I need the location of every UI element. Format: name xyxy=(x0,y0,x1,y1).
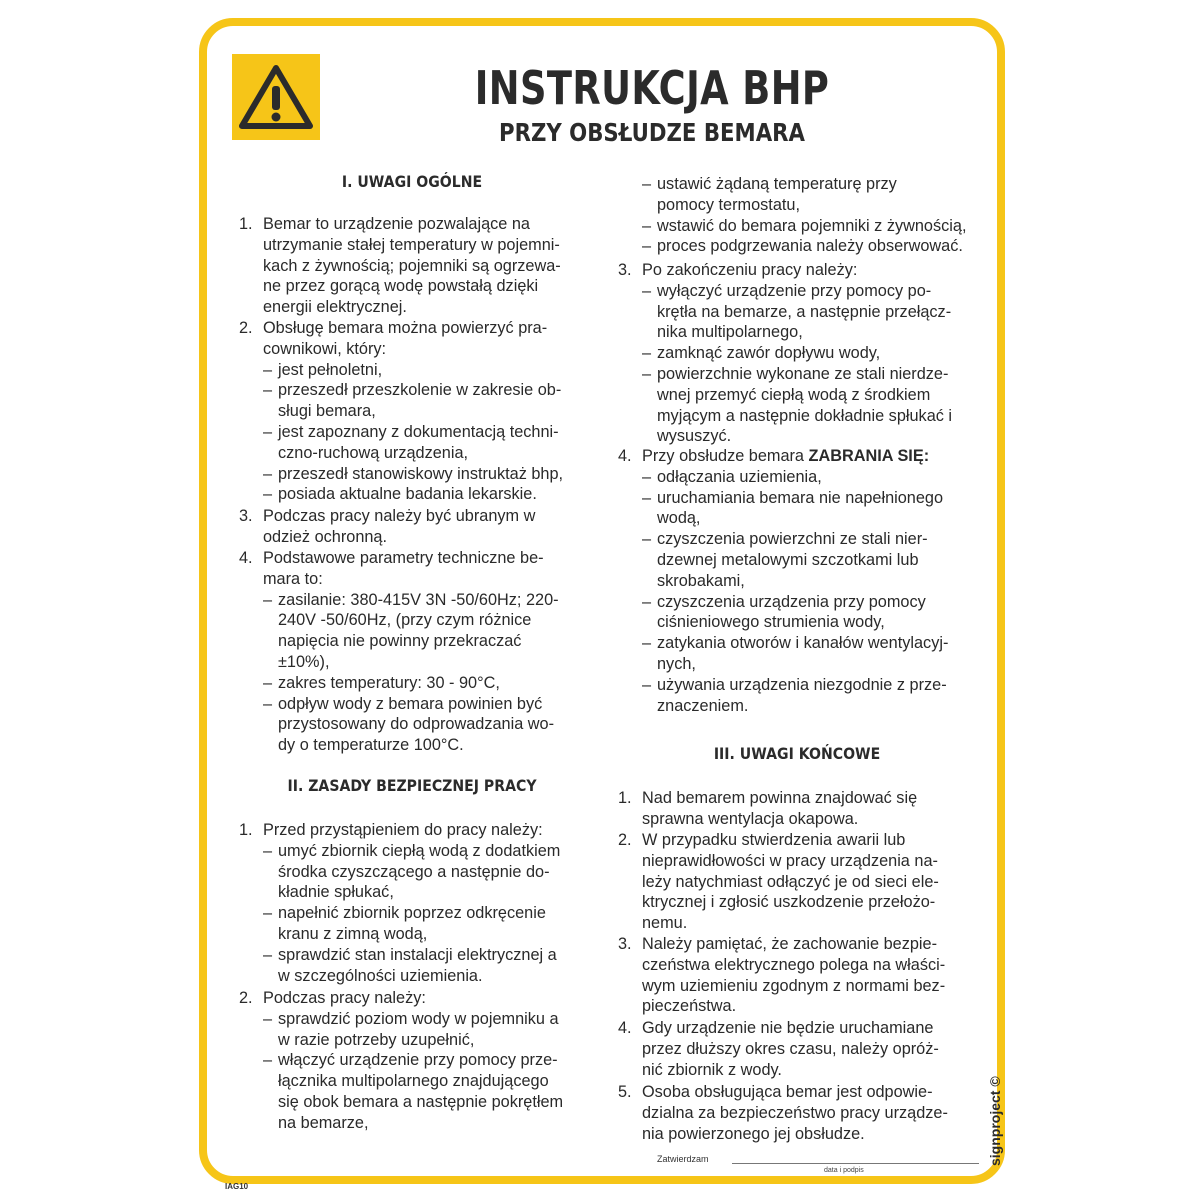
item-text xyxy=(612,1018,982,1080)
sub-item xyxy=(612,236,982,257)
text-line: czeństwa elektrycznego polega na właści- xyxy=(642,955,946,974)
dash-bullet: – xyxy=(642,175,652,193)
sub-item xyxy=(612,467,982,488)
list-item xyxy=(233,506,591,548)
dash-bullet: – xyxy=(642,237,652,256)
item-number: 5. xyxy=(618,1083,632,1101)
text-line: nia powierzonego jej obsłudze. xyxy=(642,1124,865,1143)
text-line: ktrycznej i zgłosić uszkodzenie przełożo- xyxy=(642,893,936,912)
item-text xyxy=(612,934,982,1017)
text-line: przystosowany do odprowadzania wo- xyxy=(278,715,555,734)
item-number: 3. xyxy=(239,507,253,525)
text-line: dy o temperaturze 100°C. xyxy=(278,736,464,755)
item-text xyxy=(233,214,591,318)
text-line: Należy pamiętać, że zachowanie bezpie- xyxy=(642,935,938,953)
text-line: przeszedł przeszkolenie w zakresie ob- xyxy=(278,381,562,400)
text-line: dzialna za bezpieczeństwo pracy urządze- xyxy=(642,1103,948,1122)
text-line: sługi bemara, xyxy=(278,402,376,421)
dash-bullet: – xyxy=(263,464,273,483)
dash-bullet: – xyxy=(642,675,652,694)
item-text xyxy=(233,988,591,1009)
text-line: sprawna wentylacja okapowa. xyxy=(642,809,859,828)
text-line: sprawdzić stan instalacji elektrycznej a xyxy=(278,945,557,964)
sub-item xyxy=(233,673,591,694)
page-title: INSTRUKCJA BHP xyxy=(474,61,830,115)
text-line: nika multipolarnego, xyxy=(657,323,803,342)
item-number: 4. xyxy=(618,447,632,465)
item-text xyxy=(233,820,591,841)
text-line: kach z żywnością; pojemniki są ogrzewa- xyxy=(263,256,561,275)
text-line: zakres temperatury: 30 - 90°C, xyxy=(278,673,500,692)
text-line: napięcia nie powinny przekraczać xyxy=(278,632,522,651)
sub-item xyxy=(612,174,982,216)
list-item xyxy=(233,318,591,505)
text-line: wysuszyć. xyxy=(657,427,732,446)
list-item xyxy=(612,1082,982,1144)
sub-item xyxy=(233,380,591,422)
sub-item xyxy=(612,281,982,343)
sub-item xyxy=(233,694,591,756)
sub-item xyxy=(233,360,591,381)
item-number: 2. xyxy=(618,831,632,849)
text-line: nieprawidłowości w pracy urządzenia na- xyxy=(642,851,938,870)
text-line: krętła na bemarze, a następnie przełącz- xyxy=(657,302,952,321)
item-number: 1. xyxy=(239,821,253,839)
product-code: IAG10 xyxy=(225,1182,249,1191)
text-line: wstawić do bemara pojemniki z żywnością, xyxy=(657,216,967,235)
list-item xyxy=(612,830,982,934)
text-line: odzież ochronną. xyxy=(263,527,388,546)
text-line: jest pełnoletni, xyxy=(278,360,383,379)
text-line: zasilanie: 380-415V 3N -50/60Hz; 220- xyxy=(278,590,559,609)
sub-item xyxy=(233,484,591,505)
sub-item xyxy=(233,841,591,903)
text-line: wodą, xyxy=(657,509,701,528)
item-text xyxy=(612,260,982,281)
text-line: łącznika multipolarnego znajdującego xyxy=(278,1072,549,1091)
dash-bullet: – xyxy=(263,381,273,400)
dash-bullet: – xyxy=(263,1051,273,1070)
item-lead-text: Przy obsłudze bemara xyxy=(642,447,809,465)
text-line: przeszedł stanowiskowy instruktaż bhp, xyxy=(278,464,564,483)
text-line: mara to: xyxy=(263,569,323,588)
list-item-lead xyxy=(612,446,982,467)
text-line: ne przez gorącą wodę powstałą dzięki xyxy=(263,277,539,296)
text-line: Osoba obsługująca bemar jest odpowie- xyxy=(642,1083,933,1101)
text-line: w razie potrzeby uzupełnić, xyxy=(278,1030,475,1049)
text-line: środka czyszczącego a następnie do- xyxy=(278,862,550,881)
text-line: wyłączyć urządzenie przy pomocy po- xyxy=(657,281,932,300)
item-text xyxy=(612,1082,982,1144)
instruction-sign xyxy=(199,18,1005,1184)
list-item xyxy=(233,988,591,1134)
text-line: leży natychmiast odłączyć je od sieci ele- xyxy=(642,872,939,891)
text-line: dzewnej metalowymi szczotkami lub xyxy=(657,550,919,569)
text-line: czyszczenia urządzenia przy pomocy xyxy=(657,592,926,611)
sub-item xyxy=(612,633,982,675)
dash-bullet: – xyxy=(263,1009,273,1028)
item-number: 2. xyxy=(239,989,253,1007)
dash-bullet: – xyxy=(642,467,652,486)
text-line: energii elektrycznej. xyxy=(263,298,407,317)
text-line: umyć zbiornik ciepłą wodą z dodatkiem xyxy=(278,841,561,860)
sub-item xyxy=(612,488,982,530)
sub-item xyxy=(233,945,591,987)
dash-bullet: – xyxy=(642,281,652,300)
text-line: 240V -50/60Hz, (przy czym różnice xyxy=(278,611,532,630)
sub-item xyxy=(233,422,591,464)
text-line: w szczególności uziemienia. xyxy=(278,966,483,985)
text-line: Gdy urządzenie nie będzie uruchamiane xyxy=(642,1019,934,1037)
list-item xyxy=(612,788,982,830)
warning-triangle-icon xyxy=(232,54,320,140)
text-line: ciśnieniowego strumienia wody, xyxy=(657,613,885,632)
section-heading: III. UWAGI KOŃCOWE xyxy=(713,744,881,763)
item-number: 1. xyxy=(618,789,632,807)
text-line: Po zakończeniu pracy należy: xyxy=(642,261,858,279)
item-number: 4. xyxy=(618,1019,632,1037)
text-line: ustawić żądaną temperaturę przy xyxy=(657,175,897,193)
list-item xyxy=(233,214,591,318)
dash-bullet: – xyxy=(263,360,273,379)
text-line: utrzymanie stałej temperatury w pojemni- xyxy=(263,235,560,254)
dash-bullet: – xyxy=(642,344,652,363)
item-number: 1. xyxy=(239,215,253,233)
list-item xyxy=(612,446,982,716)
text-line: na bemarze, xyxy=(278,1113,369,1132)
list-item xyxy=(612,1018,982,1080)
item-text xyxy=(612,830,982,934)
text-line: Podczas pracy należy: xyxy=(263,989,426,1007)
text-line: nych, xyxy=(657,654,696,673)
item-text xyxy=(233,506,591,548)
dash-bullet: – xyxy=(263,841,273,860)
text-line: Podstawowe parametry techniczne be- xyxy=(263,549,544,567)
sub-item xyxy=(233,590,591,673)
sub-item xyxy=(612,343,982,364)
item-text xyxy=(612,788,982,830)
sub-item xyxy=(233,464,591,485)
dash-bullet: – xyxy=(642,592,652,611)
section-heading: I. UWAGI OGÓLNE xyxy=(341,172,483,191)
text-line: włączyć urządzenie przy pomocy prze- xyxy=(278,1051,558,1070)
brand-mark: signproject © xyxy=(987,1076,1003,1166)
text-line: nić zbiornik z wody. xyxy=(642,1060,782,1079)
sub-list xyxy=(612,467,982,717)
dash-bullet: – xyxy=(263,904,273,923)
text-line: odpływ wody z bemara powinien być xyxy=(278,694,543,713)
page-subtitle: PRZY OBSŁUDZE BEMARA xyxy=(499,118,805,147)
text-line: myjącym a następnie dokładnie spłukać i xyxy=(657,406,953,425)
sub-item xyxy=(612,529,982,591)
dash-bullet: – xyxy=(263,590,273,609)
text-line: pieczeństwa. xyxy=(642,997,737,1016)
text-line: Przed przystąpieniem do pracy należy: xyxy=(263,821,543,839)
text-line: czno-ruchową urządzenia, xyxy=(278,443,469,462)
text-line: Bemar to urządzenie pozwalające na xyxy=(263,215,530,233)
item-text xyxy=(233,548,591,590)
dash-bullet: – xyxy=(263,694,273,713)
section-heading: II. ZASADY BEZPIECZNEJ PRACY xyxy=(287,776,537,795)
dash-bullet: – xyxy=(263,485,273,504)
warning-badge xyxy=(232,54,320,140)
text-line: Obsługę bemara można powierzyć pra- xyxy=(263,319,548,337)
dash-bullet: – xyxy=(642,364,652,383)
item-number: 2. xyxy=(239,319,253,337)
sub-item xyxy=(612,675,982,717)
dash-bullet: – xyxy=(263,422,273,441)
signature-hint: data i podpis xyxy=(824,1167,864,1174)
text-line: wnej przemyć ciepłą wodą z środkiem xyxy=(657,385,931,404)
item-number: 4. xyxy=(239,549,253,567)
dash-bullet: – xyxy=(263,673,273,692)
text-line: przez dłuższy okres czasu, należy opróż- xyxy=(642,1039,939,1058)
text-line: znaczeniem. xyxy=(657,696,749,715)
text-line: zamknąć zawór dopływu wody, xyxy=(657,344,881,363)
list-item xyxy=(612,934,982,1017)
text-line: powierzchnie wykonane ze stali nierdze- xyxy=(657,364,949,383)
text-line: kranu z zimną wodą, xyxy=(278,924,428,943)
item-number: 3. xyxy=(618,261,632,279)
dash-bullet: – xyxy=(642,216,652,235)
text-line: proces podgrzewania należy obserwować. xyxy=(657,237,963,256)
list-item xyxy=(612,260,982,447)
signature-line xyxy=(732,1163,979,1164)
text-line: odłączania uziemienia, xyxy=(657,467,822,486)
dash-bullet: – xyxy=(642,634,652,653)
text-line: cownikowi, który: xyxy=(263,339,387,358)
sub-item xyxy=(233,1009,591,1051)
list-item xyxy=(612,174,982,257)
text-line: Podczas pracy należy być ubranym w xyxy=(263,507,536,525)
item-text xyxy=(233,318,591,360)
approval-label: Zatwierdzam xyxy=(657,1154,709,1164)
dash-bullet: – xyxy=(263,945,273,964)
text-line: czyszczenia powierzchni ze stali nier- xyxy=(657,530,928,549)
text-line: skrobakami, xyxy=(657,571,745,590)
sub-item xyxy=(233,903,591,945)
sub-item xyxy=(233,1050,591,1133)
text-line: napełnić zbiornik poprzez odkręcenie xyxy=(278,904,546,923)
sub-item xyxy=(612,364,982,447)
text-line: ±10%), xyxy=(278,652,330,671)
text-line: się obok bemara a następnie pokrętłem xyxy=(278,1092,564,1111)
text-line: posiada aktualne badania lekarskie. xyxy=(278,485,537,504)
text-line: jest zapoznany z dokumentacją techni- xyxy=(278,422,559,441)
text-line: uruchamiania bemara nie napełnionego xyxy=(657,488,944,507)
text-line: Nad bemarem powinna znajdować się xyxy=(642,789,918,807)
text-line: W przypadku stwierdzenia awarii lub xyxy=(642,831,906,849)
text-line: sprawdzić poziom wody w pojemniku a xyxy=(278,1009,559,1028)
sub-item xyxy=(612,216,982,237)
sub-item xyxy=(612,592,982,634)
text-line: pomocy termostatu, xyxy=(657,195,800,214)
prohibited-label: ZABRANIA SIĘ: xyxy=(808,447,930,465)
text-line: kładnie spłukać, xyxy=(278,883,394,902)
text-line: używania urządzenia niezgodnie z prze- xyxy=(657,675,947,694)
text-line: wym uziemieniu zgodnym z normami bez- xyxy=(642,976,946,995)
list-item xyxy=(233,548,591,756)
dash-bullet: – xyxy=(642,530,652,549)
text-line: nemu. xyxy=(642,914,688,933)
item-number: 3. xyxy=(618,935,632,953)
dash-bullet: – xyxy=(642,488,652,507)
list-item xyxy=(233,820,591,986)
text-line: zatykania otworów i kanałów wentylacyj- xyxy=(657,634,949,653)
